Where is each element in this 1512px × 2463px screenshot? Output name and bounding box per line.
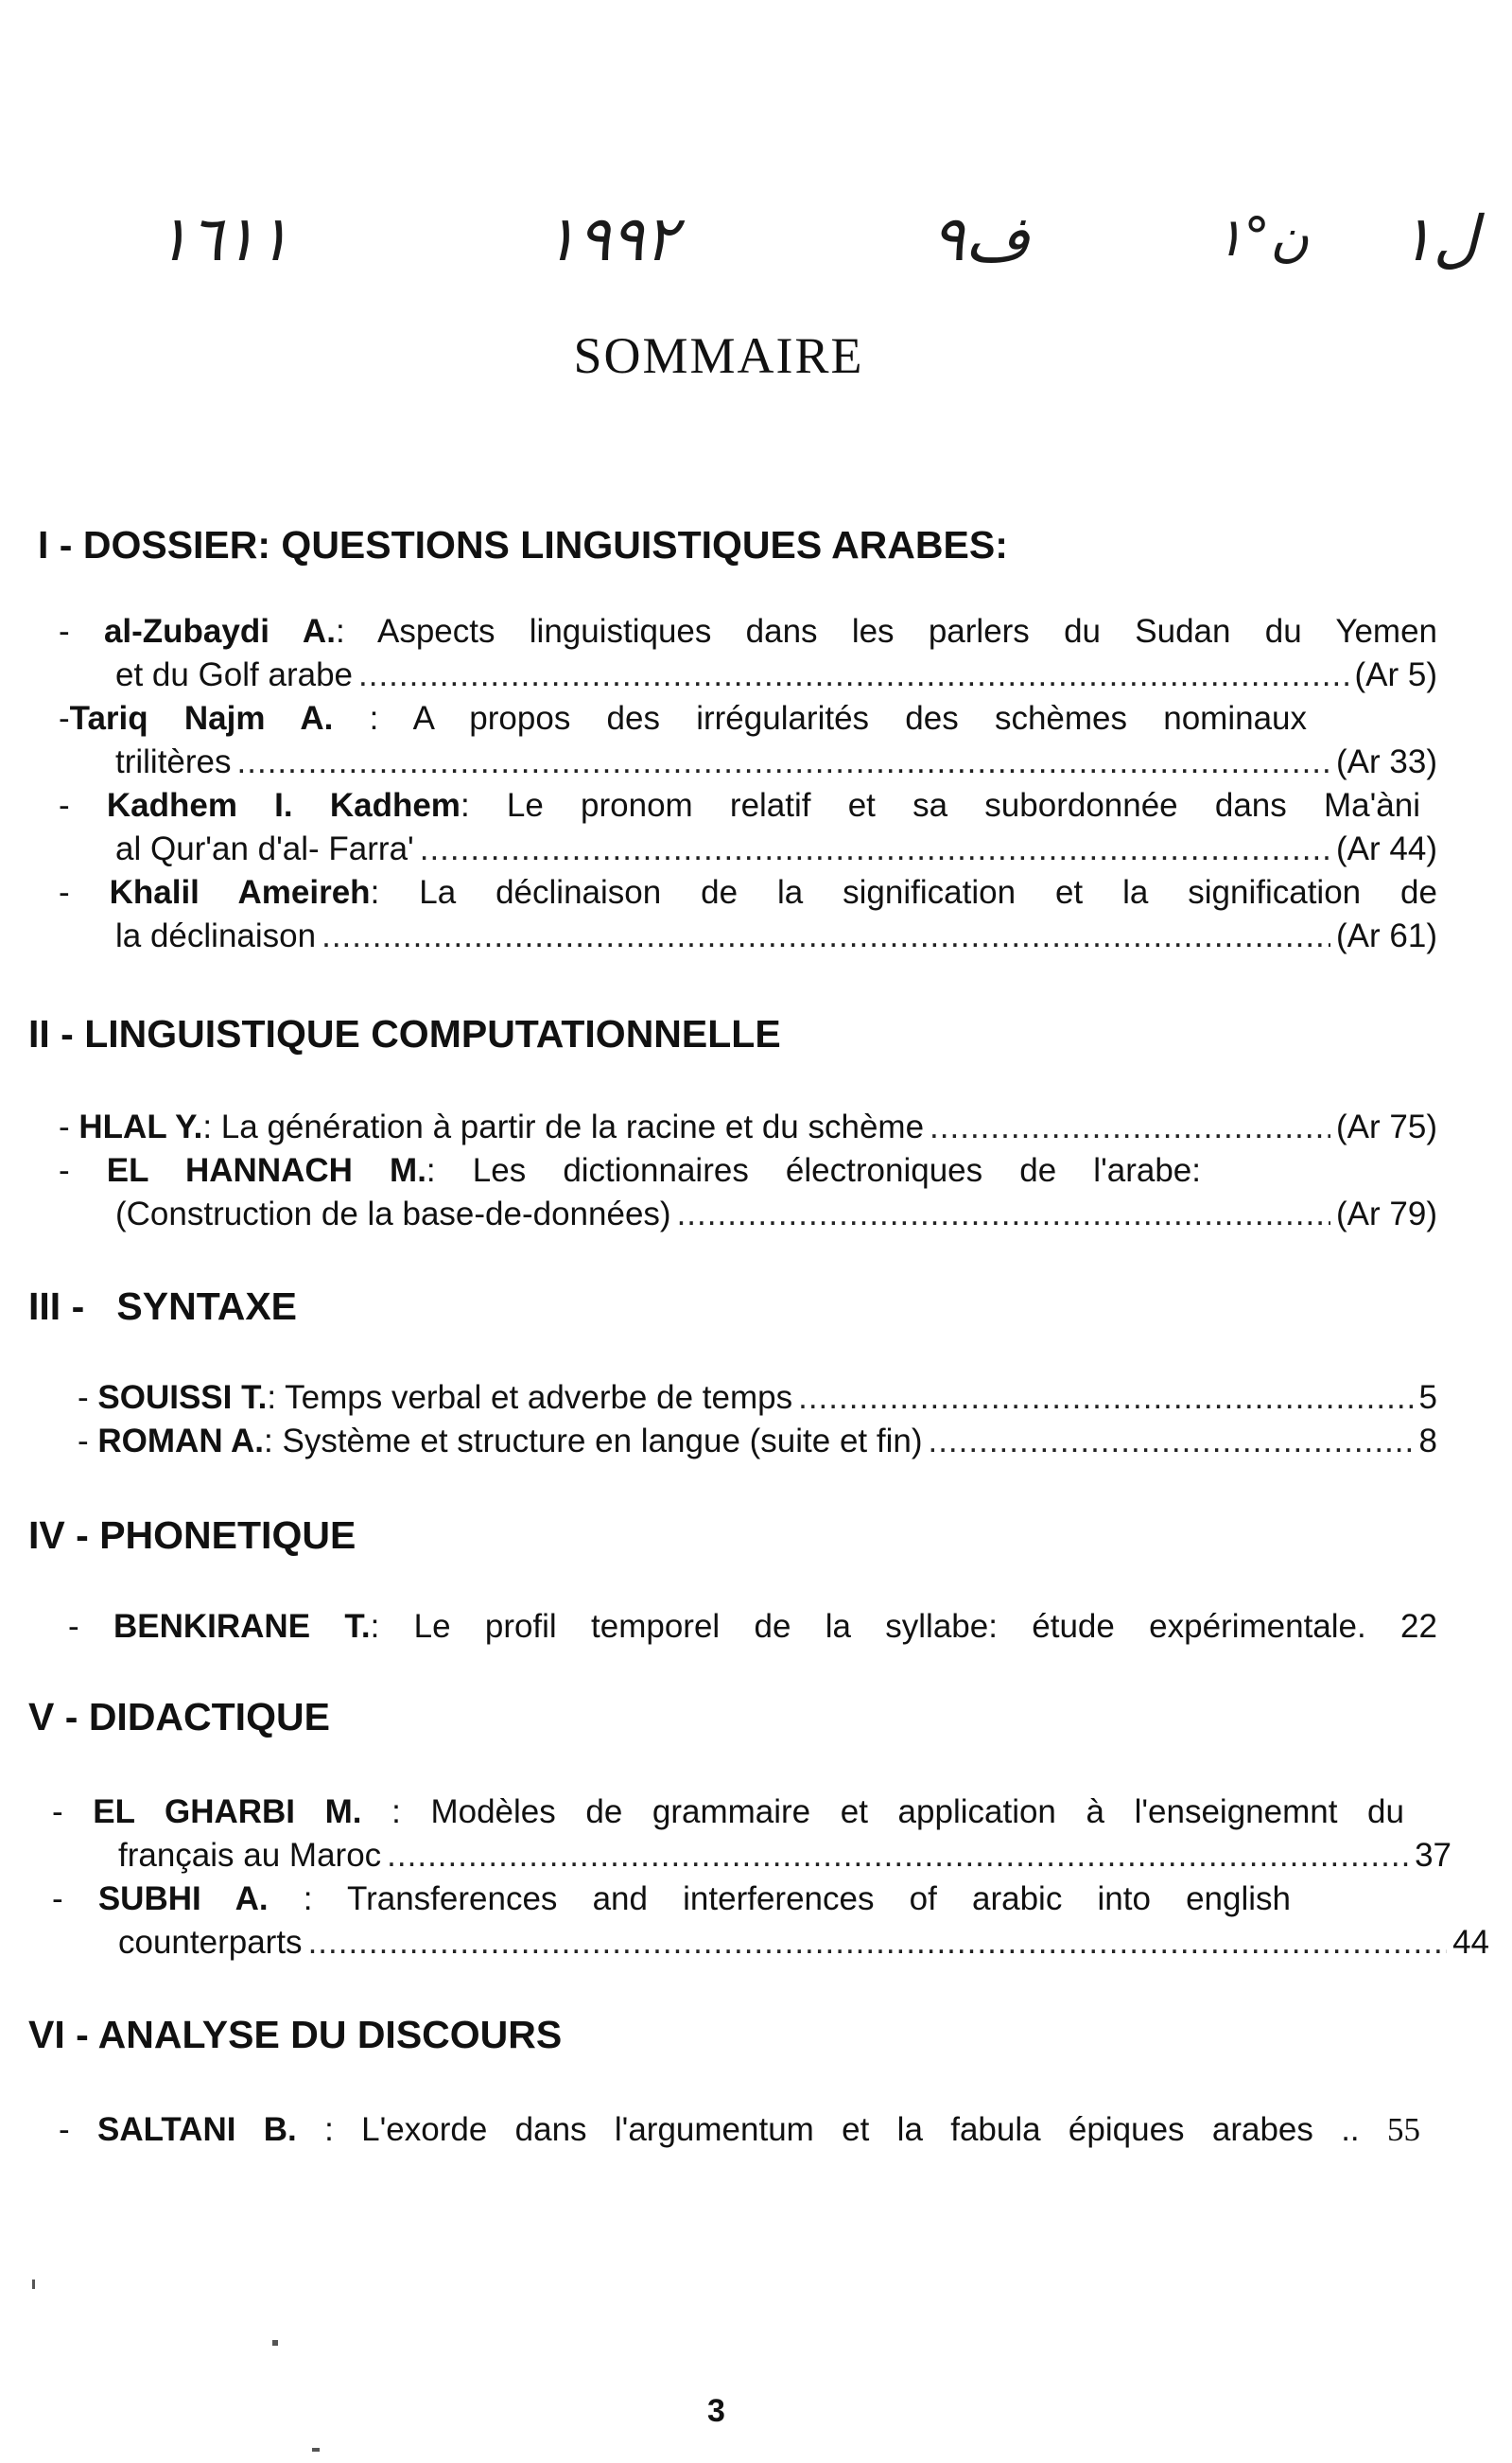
entry-title: : La déclinaison de la signification et la signification de (370, 874, 1437, 911)
section-title: PHONETIQUE (99, 1513, 356, 1557)
entry-leader-line (115, 1196, 1437, 1233)
section-heading (28, 1284, 297, 1329)
section-heading (28, 2013, 562, 2057)
handwritten-number: ١٦١١ (156, 202, 290, 275)
entry-title-continued: la déclinaison (115, 917, 317, 954)
entry-author: EL HANNACH M. (106, 1152, 426, 1189)
entry-author: Kadhem I. Kadhem (106, 787, 461, 824)
entry-title: : Aspects linguistiques dans les parlers du Sudan du Yemen (335, 613, 1438, 650)
entry-author: al-Zubaydi A. (103, 613, 336, 650)
entry-first-line: -Tariq Najm A. : A propos des irrégularités des schèmes nominaux (59, 700, 1307, 737)
entry-title: : Le pronom relatif et sa subordonnée dans Ma'àni (460, 787, 1420, 824)
entry-leader-line (115, 656, 1437, 694)
entry-title-continued: trilitères (115, 743, 232, 780)
entry-title: : Transferences and interferences of arabic into english (268, 1880, 1291, 1917)
scan-speck (32, 2280, 35, 2289)
entry-first-line: - Khalil Ameireh: La déclinaison de la signification et la signification de (59, 874, 1437, 911)
entry-first-line: - SUBHI A. : Transferences and interferences of arabic into english (52, 1880, 1291, 1917)
section-numeral: VI - (28, 2013, 89, 2056)
dot-leader (387, 1837, 1409, 1875)
section-heading (28, 1012, 781, 1057)
handwritten-code: ل١ (1399, 202, 1479, 275)
entry-title: : Système et structure en langue (suite et fin) (264, 1423, 923, 1459)
entry-first-line: - SOUISSI T.: Temps verbal et adverbe de temps (78, 1379, 793, 1416)
dot-leader (322, 917, 1330, 955)
entry-leader-line (115, 917, 1437, 955)
entry-author: EL GHARBI M. (93, 1793, 362, 1830)
handwritten-volume: ف٩ (931, 202, 1030, 275)
entry-page: (Ar 33) (1336, 743, 1437, 780)
entry-title-continued: français au Maroc (118, 1837, 382, 1874)
section-title: DOSSIER: QUESTIONS LINGUISTIQUES ARABES: (82, 523, 1008, 567)
entry-first-line: - HLAL Y.: La génération à partir de la racine et du schème (59, 1109, 925, 1145)
entry-title-continued: (Construction de la base-de-données) (115, 1196, 671, 1232)
handwritten-year: ١٩٩٢ (544, 202, 678, 275)
section-title: SYNTAXE (116, 1284, 298, 1328)
entry-title: : L'exorde dans l'argumentum et la fabula épiques arabes .. (296, 2111, 1360, 2148)
entry-first-line: - Kadhem I. Kadhem: Le pronom relatif et sa subordonnée dans Ma'àni (59, 787, 1420, 824)
entry-author: HLAL Y. (78, 1109, 203, 1145)
entry-author: Tariq Najm A. (69, 700, 334, 737)
entry-title: : Le profil temporel de la syllabe: étude expérimentale. (370, 1608, 1366, 1645)
entry-leader-line (78, 1379, 1437, 1417)
section-numeral: II - (28, 1012, 74, 1056)
entry-page: (Ar 79) (1336, 1196, 1437, 1232)
dot-leader (420, 830, 1330, 868)
entry-leader-line (118, 1837, 1451, 1875)
entry-page: 44 (1452, 1924, 1489, 1961)
section-heading (38, 523, 1008, 568)
entry-title-continued: al Qur'an d'al- Farra' (115, 830, 414, 867)
entry-leader-line (78, 1423, 1437, 1460)
dot-leader (798, 1379, 1413, 1417)
section-title: DIDACTIQUE (88, 1695, 330, 1738)
entry-author: Khalil Ameireh (109, 874, 371, 911)
entry-first-line: - EL HANNACH M.: Les dictionnaires électroniques de l'arabe: (59, 1152, 1201, 1189)
entry-page: 8 (1418, 1423, 1437, 1459)
section-numeral: I - (38, 523, 73, 567)
entry-author: BENKIRANE T. (113, 1608, 371, 1645)
dot-leader (308, 1924, 1448, 1962)
dot-leader (930, 1109, 1330, 1146)
entry-first-line: - al-Zubaydi A.: Aspects linguistiques dans les parlers du Sudan du Yemen (59, 613, 1438, 650)
dot-leader (677, 1196, 1330, 1233)
handwritten-annotation (0, 202, 1512, 293)
dot-leader (237, 743, 1331, 781)
entry-author: SUBHI A. (97, 1880, 269, 1917)
dot-leader (358, 656, 1349, 694)
entry-page: 37 (1415, 1837, 1451, 1874)
entry-first-line: - ROMAN A.: Système et structure en langue (suite et fin) (78, 1423, 923, 1459)
section-heading (28, 1695, 330, 1739)
entry-title: : A propos des irrégularités des schèmes nominaux (333, 700, 1307, 737)
entry-page: 55 (1387, 2111, 1420, 2148)
entry-first-line: - SALTANI B. : L'exorde dans l'argumentum et la fabula épiques arabes .. 55 (59, 2111, 1420, 2148)
entry-page: 22 (1400, 1608, 1437, 1645)
page-number: 3 (707, 2393, 725, 2429)
section-title: LINGUISTIQUE COMPUTATIONNELLE (84, 1012, 781, 1056)
entry-title: : La génération à partir de la racine et du schème (202, 1109, 925, 1145)
entry-leader-line (115, 743, 1437, 781)
entry-leader-line (59, 1109, 1437, 1146)
entry-first-line: - EL GHARBI M. : Modèles de grammaire et application à l'enseignemnt du (52, 1793, 1404, 1830)
scan-speck (272, 2340, 278, 2346)
entry-author: SOUISSI T. (97, 1379, 268, 1416)
entry-title-continued: et du Golf arabe (115, 656, 353, 693)
entry-page: (Ar 61) (1336, 917, 1437, 954)
entry-first-line: - BENKIRANE T.: Le profil temporel de la syllabe: étude expérimentale. 22 (68, 1608, 1437, 1645)
scan-speck (312, 2448, 320, 2452)
section-numeral: IV - (28, 1513, 89, 1557)
entry-leader-line (115, 830, 1437, 868)
entry-page: 5 (1418, 1379, 1437, 1416)
entry-title-continued: counterparts (118, 1924, 303, 1961)
entry-page: (Ar 5) (1354, 656, 1437, 693)
entry-author: SALTANI B. (96, 2111, 297, 2148)
dot-leader (928, 1423, 1413, 1460)
section-numeral: III - (28, 1284, 85, 1328)
page-title: SOMMAIRE (573, 327, 864, 384)
entry-author: ROMAN A. (97, 1423, 265, 1459)
entry-page: (Ar 44) (1336, 830, 1437, 867)
entry-leader-line (118, 1924, 1489, 1962)
entry-title: : Temps verbal et adverbe de temps (267, 1379, 793, 1416)
section-numeral: V - (28, 1695, 78, 1738)
handwritten-issue: ن°١ (1215, 207, 1310, 269)
entry-title: : Modèles de grammaire et application à l'enseignemnt du (361, 1793, 1404, 1830)
section-title: ANALYSE DU DISCOURS (97, 2013, 563, 2056)
entry-page: (Ar 75) (1336, 1109, 1437, 1145)
section-heading (28, 1513, 356, 1558)
entry-title: : Les dictionnaires électroniques de l'arabe: (426, 1152, 1201, 1189)
